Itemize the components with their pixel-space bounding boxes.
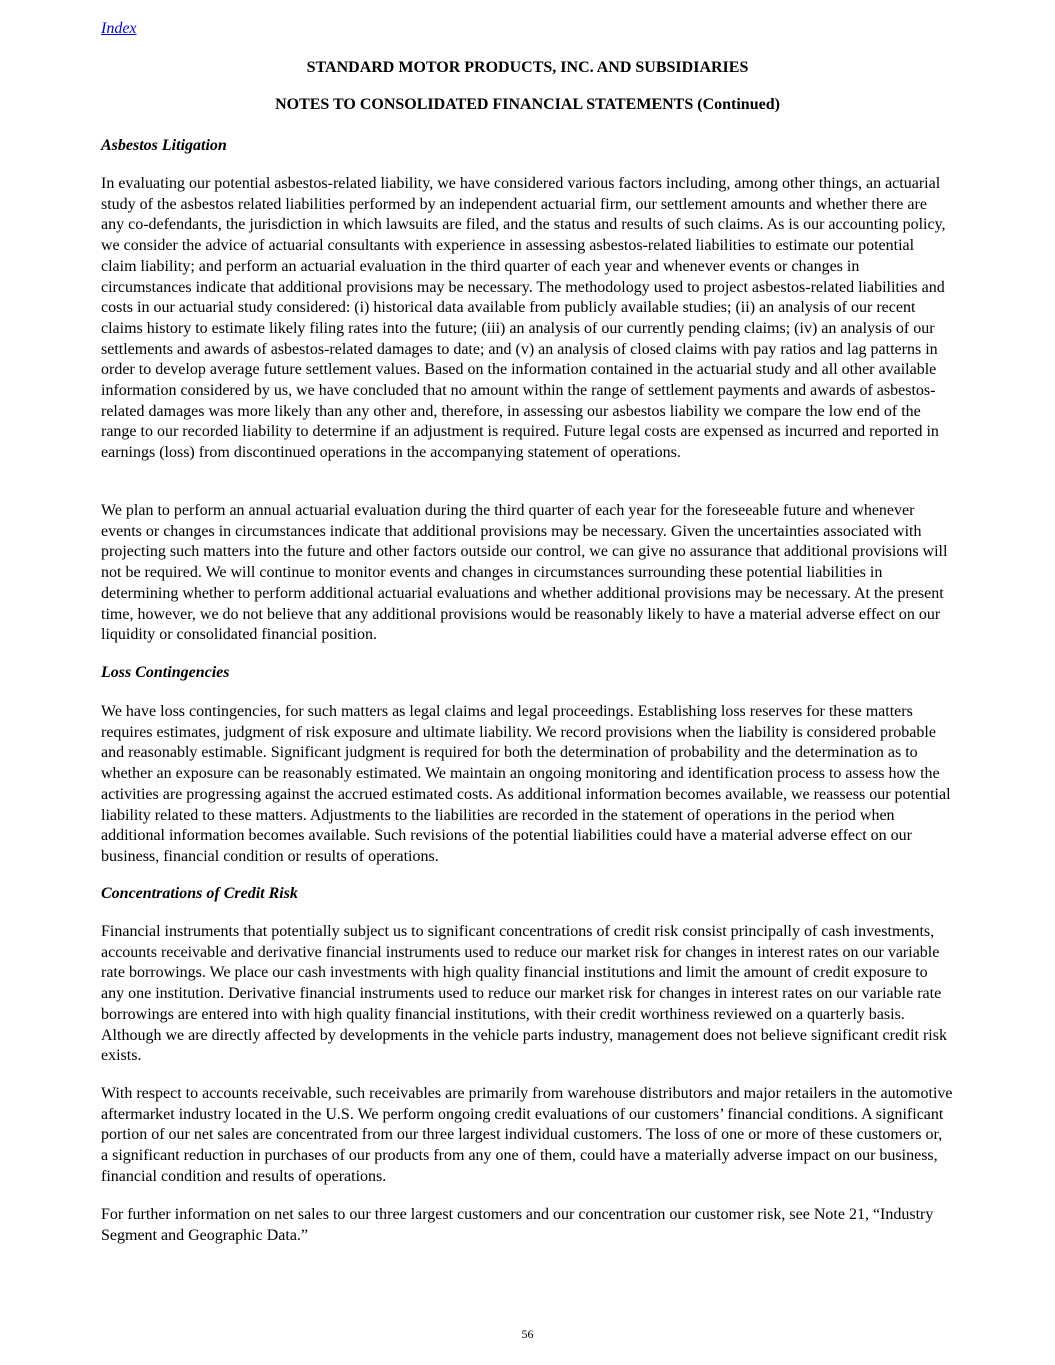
- paragraph-asbestos-2: We plan to perform an annual actuarial evaluation during the third quarter of each year for the foreseeable future and whenever events or changes in circumstances indicate that additional provisions may be necessary. Given the uncertainties associated with projecting such matters into the future and other factors outside our control, we can give no assurance that additional provisions will not be required. We will continue to monitor events and changes in circumstances surrounding these potential liabilities in determining whether to perform additional actuarial evaluations and whether additional provisions may be necessary. At the present time, however, we do not believe that any additional provisions would be reasonably likely to have a material adverse effect on our liquidity or consolidated financial position.: [101, 502, 948, 644]
- heading-credit-risk: Concentrations of Credit Risk: [101, 885, 298, 902]
- index-link[interactable]: Index: [101, 20, 137, 37]
- heading-loss-contingencies: Loss Contingencies: [101, 664, 230, 681]
- heading-asbestos-litigation: Asbestos Litigation: [101, 137, 227, 154]
- page-title: NOTES TO CONSOLIDATED FINANCIAL STATEMENTS (Continued): [275, 96, 780, 113]
- page-number: 56: [521, 1327, 534, 1341]
- paragraph-credit-2: With respect to accounts receivable, such receivables are primarily from warehouse distributors and major retailers in the automotive aftermarket industry located in the U.S. We perform ongoing credit evaluations of our customers’ financial conditions. A significant portion of our net sales are concentrated from our three largest individual customers. The loss of one or more of these customers or, a significant reduction in purchases of our products from any one of them, could have a materially adverse impact on our business, financial condition and results of operations.: [101, 1085, 953, 1185]
- paragraph-credit-1: Financial instruments that potentially subject us to significant concentrations of credit risk consist principally of cash investments, accounts receivable and derivative financial instruments used to reduce our market risk for changes in interest rates on our variable rate borrowings. We place our cash investments with high quality financial institutions and limit the amount of credit exposure to any one institution. Derivative financial instruments used to reduce our market risk for changes in interest rates on our variable rate borrowings are entered into with high quality financial institutions, with their credit worthiness reviewed on a quarterly basis. Although we are directly affected by developments in the vehicle parts industry, management does not believe significant credit risk exists.: [101, 923, 947, 1065]
- company-name: STANDARD MOTOR PRODUCTS, INC. AND SUBSIDIARIES: [306, 59, 749, 76]
- paragraph-loss-1: We have loss contingencies, for such matters as legal claims and legal proceedings. Establishing loss reserves for these matters requires estimates, judgment of risk exposure and ultimate liability. We record provisions when the liability is considered probable and reasonably estimable. Significant judgment is required for both the determination of probability and the determination as to whether an exposure can be reasonably estimated. We maintain an ongoing monitoring and identification process to assess how the activities are progressing against the accrued estimated costs. As additional information becomes available, we reassess our potential liability related to these matters. Adjustments to the liabilities are recorded in the statement of operations in the period when additional information becomes available. Such revisions of the potential liabilities could have a material adverse effect on our business, financial condition or results of operations.: [101, 703, 951, 865]
- paragraph-asbestos-1: In evaluating our potential asbestos-related liability, we have considered various factors including, among other things, an actuarial study of the asbestos related liabilities performed by an independent actuarial firm, our settlement amounts and whether there are any co-defendants, the jurisdiction in which lawsuits are filed, and the status and results of such claims. As is our accounting policy, we consider the advice of actuarial consultants with experience in assessing asbestos-related liabilities to estimate our potential claim liability; and perform an actuarial evaluation in the third quarter of each year and whenever events or changes in circumstances indicate that additional provisions may be necessary. The methodology used to project asbestos-related liabilities and costs in our actuarial study considered: (i) historical data available from publicly available studies; (ii) an analysis of our recent claims history to estimate likely filing rates into the future; (iii) an analysis of our currently pending claims; (iv) an analysis of our settlements and awards of asbestos-related damages to date; and (v) an analysis of closed claims with pay ratios and lag patterns in order to develop average future settlement values. Based on the information contained in the actuarial study and all other available information considered by us, we have concluded that no amount within the range of settlement payments and awards of asbestos-related damages was more likely than any other and, therefore, in assessing our asbestos liability we compare the low end of the range to our recorded liability to determine if an adjustment is required. Future legal costs are expensed as incurred and reported in earnings (loss) from discontinued operations in the accompanying statement of operations.: [101, 175, 946, 462]
- paragraph-credit-3: For further information on net sales to our three largest customers and our concentration our customer risk, see Note 21, “Industry Segment and Geographic Data.”: [101, 1206, 934, 1244]
